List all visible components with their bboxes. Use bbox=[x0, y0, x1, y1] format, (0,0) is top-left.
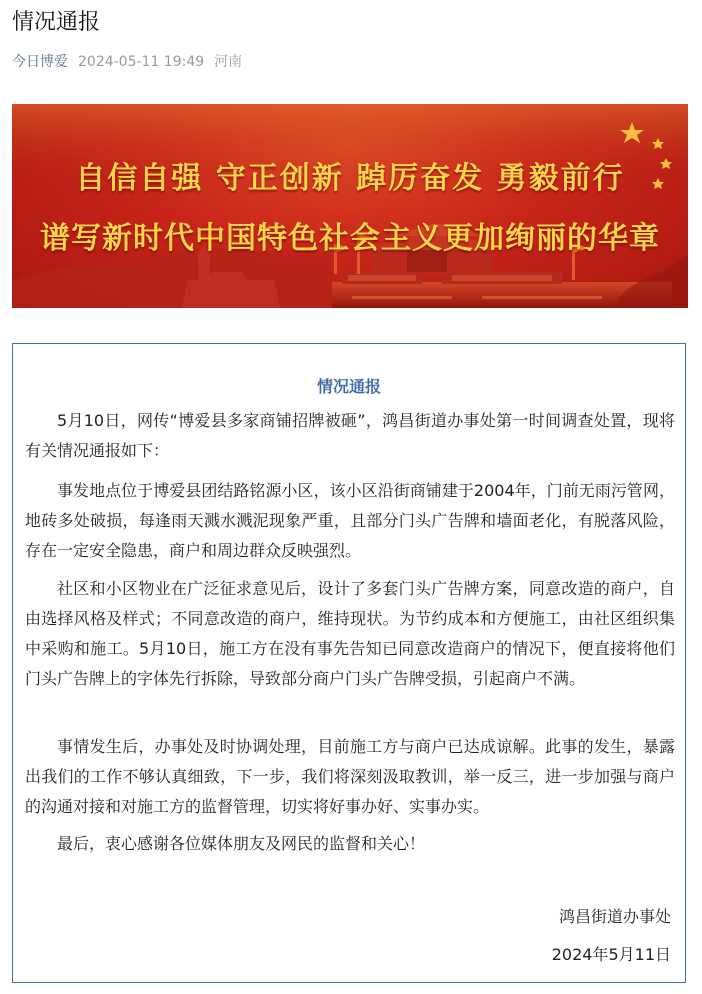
signature-organization: 鸿昌街道办事处 bbox=[558, 907, 671, 926]
notice-paragraph-5: 最后，衷心感谢各位媒体朋友及网民的监督和关心！ bbox=[57, 834, 426, 853]
notice-title: 情况通报 bbox=[316, 377, 381, 396]
article-meta bbox=[12, 52, 242, 72]
publish-region: 河南 bbox=[214, 54, 243, 70]
notice-paragraph-4: 事情发生后，办事处及时协调处理，目前施工方与商户已达成谅解。此事的发生，暴露出我们的工作不够认真细致，下一步，我们将深刻汲取教训，举一反三，进一步加强与商户的沟通对接和对施工方的监督管理，切实将好事办好、实事办实。 bbox=[25, 737, 675, 816]
banner-slogan-line-2: 谱写新时代中国特色社会主义更加绚丽的华章 bbox=[40, 221, 660, 256]
notice-paragraph-1: 5月10日，网传“博爱县多家商铺招牌被砸”，鸿昌街道办事处第一时间调查处置，现将有关情况通报如下： bbox=[25, 411, 675, 460]
publish-time: 2024-05-11 19:49 bbox=[78, 54, 205, 70]
notice-box bbox=[12, 343, 686, 983]
account-name-link[interactable]: 今日博爱 bbox=[12, 54, 68, 70]
banner-slogan-line-1: 自信自强 守正创新 踔厉奋发 勇毅前行 bbox=[75, 161, 625, 196]
signature-date: 2024年5月11日 bbox=[551, 945, 671, 964]
notice-paragraph-3: 社区和小区物业在广泛征求意见后，设计了多套门头广告牌方案，同意改造的商户，自由选择风格及样式；不同意改造的商户，维持现状。为节约成本和方便施工，由社区组织集中采购和施工。5月10日，施工方在没有事先告知已同意改造商户的情况下，便直接将他们门头广告牌上的字体先行拆除，导致部分商户门头广告牌受损，引起商户不满。 bbox=[25, 579, 675, 688]
article-title: 情况通报 bbox=[12, 10, 101, 35]
notice-paragraph-2: 事发地点位于博爱县团结路铭源小区，该小区沿街商铺建于2004年，门前无雨污管网，地砖多处破损，每逢雨天溅水溅泥现象严重，且部分门头广告牌和墙面老化，有脱落风险，存在一定安全隐患，商户和周边群众反映强烈。 bbox=[25, 481, 675, 560]
banner-decoration bbox=[12, 104, 688, 308]
banner-image bbox=[12, 104, 688, 308]
